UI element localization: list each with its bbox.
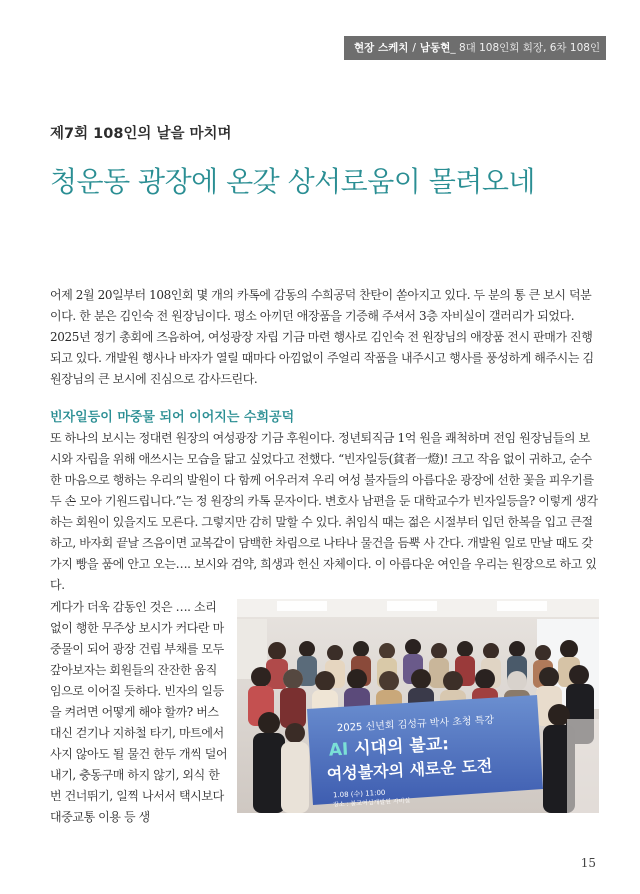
article-kicker: 제7회 108인의 날을 마치며: [50, 126, 232, 142]
article-title: 청운동 광장에 온갖 상서로움이 몰려오네: [50, 165, 535, 198]
group-photo-illustration: [237, 599, 599, 813]
banner-line-2-rest: 시대의 불교:: [347, 734, 450, 760]
paragraph-3: 게다가 더욱 감동인 것은 …. 소리 없이 행한 무주상 보시가 커다란 마중물이 되어 광장 건립 부채를 모두 갚아보자는 회원들의 잔잔한 움직임으로 이어질 듯하다. 빈자의 일등을 켜려면 어떻게 해야 할까? 버스 대신 걷기나 지하철 타기, 마트에서 사지 않아도 될 물건 한두 개씩 덜어내기, 충동구매 하지 않기, 외식 한번 건너뛰기, 일찍 나서서 택시보다 대중교통 이용 등 생: [50, 600, 228, 824]
header-section: 현장 스케치: [354, 42, 409, 54]
header-role-text: 8대 108인회 회장, 6차 108인: [458, 42, 601, 54]
header-author-role: _ 8대 108인회 회장, 6차 108인: [450, 42, 601, 54]
page-number: 15: [580, 856, 596, 870]
banner-ai-text: AI: [328, 739, 349, 761]
banner-line-3: 여성불자의 새로운 도전: [326, 756, 493, 784]
group-photo: [237, 599, 599, 813]
event-banner: [307, 695, 543, 808]
paragraph-2: 또 하나의 보시는 정대련 원장의 여성광장 기금 후원이다. 정년퇴직금 1억 원을 쾌척하며 전임 원장님들의 보시와 자립을 위해 애쓰시는 모습을 닮고 싶었다고 전했다. “빈자일등(貧者一燈)! 크고 작음 없이 귀하고, 순수한 마음으로 행하는 우리의 발원이 다 함께 어우러져 우리 여성 불자들의 아름다운 광장에 선한 꽃을 피우기를 두 손 모아 기원드립니다.”는 정 원장의 카톡 문자이다. 변호사 남편을 둔 대학교수가 빈자일등을? 이렇게 생각하는 회원이 있을지도 모른다. 그렇지만 감히 말할 수 있다. 취임식 때는 젊은 시절부터 입던 한복을 입고 큰절하고, 바자회 끝날 즈음이면 교복같이 담백한 차림으로 나타나 물건을 듬뿍 사 간다. 개발원 일로 만날 때도 갖가지 빵을 품에 안고 오는…. 보시와 검약, 희생과 헌신 자체이다. 이 아름다운 여인을 우리는 원장으로 하고 있다.: [50, 431, 598, 592]
header-separator: /: [412, 42, 416, 54]
header-author: 남동현: [419, 42, 451, 54]
section-subheading: 빈자일등이 마중물 되어 이어지는 수희공덕: [50, 410, 295, 425]
paragraph-1: 어제 2월 20일부터 108인회 몇 개의 카톡에 감동의 수희공덕 찬탄이 쏟아지고 있다. 두 분의 통 큰 보시 덕분이다. 한 분은 김인숙 전 원장님이다. 평소 아끼던 애장품을 기증해 주셔서 3층 자비실이 갤러리가 되었다. 2025년 정기 총회에 즈음하여, 여성광장 자립 기금 마련 행사로 김인숙 전 원장님의 애장품 전시 판매가 진행되고 있다. 개발원 행사나 바자가 열릴 때마다 아낌없이 주얼리 작품을 내주시고 행사를 풍성하게 해주시는 김 원장님의 큰 보시에 진심으로 감사드린다.: [50, 288, 594, 386]
running-header: [344, 36, 606, 60]
banner-date: 1.08 (수) 11:00: [332, 788, 386, 800]
banner-place: 장소 : 불교여성개발원 자비실: [332, 797, 411, 809]
banner-line-1: 2025 신년회 김성규 박사 초청 특강: [336, 714, 495, 735]
